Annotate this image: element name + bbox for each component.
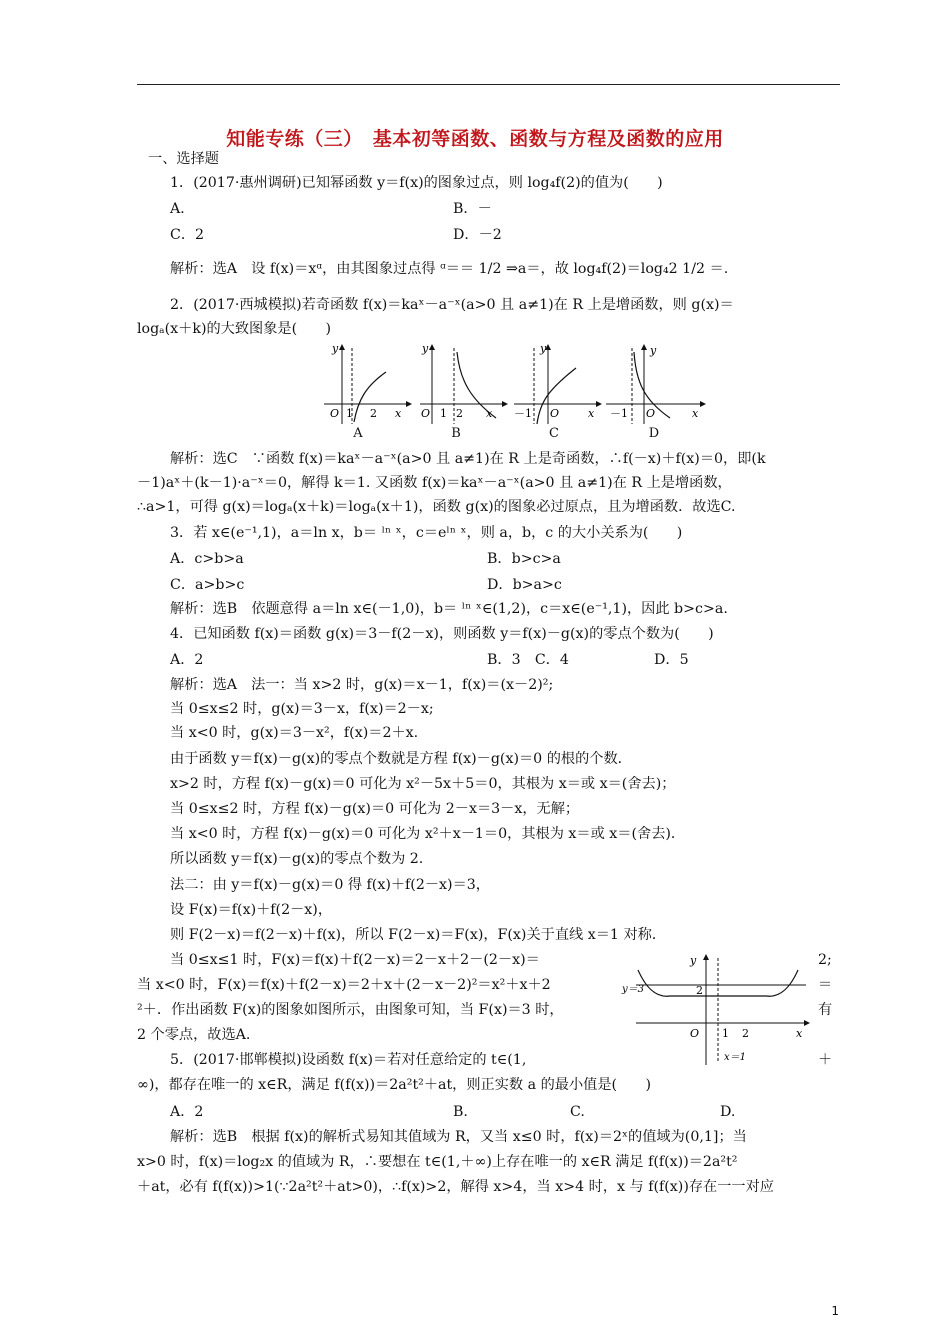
q2-c-x-label: x — [588, 407, 595, 420]
q2-c-origin: O — [550, 407, 560, 420]
q5-option-c: C. — [570, 1104, 585, 1120]
q4-solution-8: 所以函数 y＝f(x)－g(x)的零点个数为 2. — [170, 851, 424, 867]
q4-graph-tick-x2: 2 — [742, 1027, 749, 1040]
q2-label-c: C — [549, 426, 559, 441]
page-title: 知能专练（三） 基本初等函数、函数与方程及函数的应用 — [226, 128, 724, 150]
q5-solution-1: 解析：选B 根据 f(x)的解析式易知其值域为 R，又当 x≤0 时，f(x)＝2ˣ的值域为(0,1]；当 — [170, 1129, 747, 1145]
q5-stem-line2: ∞)，都存在唯一的 x∈R，满足 f(f(x))＝2a²t²＋at，则正实数 a 的最小值是( ) — [137, 1077, 651, 1093]
q2-solution-line1: 解析：选C ∵函数 f(x)＝kaˣ－a⁻ˣ(a>0 且 a≠1)在 R 上是奇函数，∴f(－x)＋f(x)＝0，即(k — [170, 451, 766, 467]
q4-solution-6: 当 0≤x≤2 时，方程 f(x)－g(x)＝0 可化为 2－x＝3－x，无解； — [170, 801, 580, 817]
q2-a-y-label: y — [332, 342, 339, 355]
q1-option-c: C．2 — [170, 227, 205, 243]
q3-option-d: D．b>a>c — [487, 577, 562, 593]
q4-solution-5: x>2 时，方程 f(x)－g(x)＝0 可化为 x²－5x＋5＝0，其根为 x＝或 x＝(舍去)； — [170, 776, 676, 792]
q2-stem-line2: logₐ(x＋k)的大致图象是( ) — [137, 321, 332, 337]
q4-graph-line-label: y＝3 — [622, 984, 645, 995]
q4-solution-7: 当 x<0 时，方程 f(x)－g(x)＝0 可化为 x²＋x－1＝0，其根为 x＝或 x＝(舍去)． — [170, 826, 686, 842]
q4-option-a: A．2 — [170, 652, 204, 668]
q4-solution-1: 解析：选A 法一：当 x>2 时，g(x)＝x－1，f(x)＝(x－2)²; — [170, 677, 554, 693]
q4-graph-fx — [620, 950, 820, 1068]
q1-option-d: D．－2 — [453, 227, 502, 243]
q5-option-d: D. — [720, 1104, 736, 1120]
q2-label-b: B — [451, 426, 461, 441]
q4-solution-15: 2 个零点，故选A. — [137, 1027, 251, 1043]
q2-a-tick-1: 1 — [346, 407, 353, 420]
section-heading: 一、选择题 — [148, 151, 219, 167]
q3-stem: 3．若 x∈(e⁻¹,1)，a＝ln x，b＝ ˡⁿ ˣ，c＝eˡⁿ ˣ，则 a，b，c 的大小关系为( ) — [170, 525, 683, 541]
q2-c-tick-neg1: －1 — [514, 407, 532, 420]
q2-graph-b — [416, 342, 512, 426]
header-rule — [137, 84, 840, 85]
q4-solution-4: 由于函数 y＝f(x)－g(x)的零点个数就是方程 f(x)－g(x)＝0 的根的个数． — [170, 751, 632, 767]
q4-solution-13-end: ＝ — [818, 977, 833, 993]
q4-graph-origin: O — [690, 1027, 700, 1040]
q2-a-tick-2: 2 — [370, 407, 377, 420]
q3-solution: 解析：选B 依题意得 a＝ln x∈(－1,0)，b＝ ˡⁿ ˣ∈(1,2)，c＝x∈(e⁻¹,1)，因此 b>c>a. — [170, 601, 728, 617]
q4-solution-2: 当 0≤x≤2 时，g(x)＝3－x，f(x)＝2－x; — [170, 701, 434, 717]
q4-solution-9: 法二：由 y＝f(x)－g(x)＝0 得 f(x)＋f(2－x)＝3， — [170, 877, 490, 893]
q4-option-d: D．5 — [654, 652, 689, 668]
q5-option-b: B. — [453, 1104, 468, 1120]
q5-option-a: A．2 — [170, 1104, 204, 1120]
q4-option-bc: B．3 C．4 — [487, 652, 569, 668]
q4-solution-13: 当 x<0 时，F(x)＝f(x)＋f(2－x)＝2＋x＋(2－x－2)²＝x²＋x＋2 — [137, 977, 551, 993]
q4-graph-tick-x1: 1 — [722, 1027, 729, 1040]
q4-solution-14-end: 有 — [818, 1002, 833, 1018]
q2-c-y-label: y — [540, 342, 547, 355]
q3-option-c: C．a>b>c — [170, 577, 245, 593]
q2-figure-a — [320, 342, 416, 442]
q3-option-a: A．c>b>a — [170, 551, 244, 567]
q2-label-d: D — [648, 426, 660, 441]
q2-b-tick-2: 2 — [456, 407, 463, 420]
q4-graph-tick-y2: 2 — [696, 984, 703, 997]
q4-solution-12-end: 2; — [818, 952, 832, 968]
q2-figure-c — [510, 342, 606, 442]
q4-graph-axis-label: x＝1 — [724, 1052, 747, 1063]
q2-graph-c — [510, 342, 606, 426]
q1-solution: 解析：选A 设 f(x)＝xᵅ，由其图象过点得 ᵅ＝＝ 1/2 ⇒a＝，故 log₄f(2)＝log₄2 1/2 ＝. — [170, 261, 729, 277]
q2-graph-a — [320, 342, 416, 426]
q2-b-x-label: x — [486, 407, 493, 420]
q4-solution-12: 当 0≤x≤1 时，F(x)＝f(x)＋f(2－x)＝2－x＋2－(2－x)＝ — [170, 952, 540, 968]
q2-a-x-label: x — [395, 407, 402, 420]
q2-figures — [320, 342, 730, 442]
q2-d-y-label: y — [650, 344, 657, 357]
q2-b-tick-1: 1 — [440, 407, 447, 420]
q2-solution-line2: －1)aˣ＋(k－1)·a⁻ˣ＝0，解得 k＝1. 又函数 f(x)＝kaˣ－a⁻ˣ(a>0 且 a≠1)在 R 上是增函数， — [137, 475, 732, 491]
page-number: 1 — [831, 1304, 839, 1318]
q2-b-y-label: y — [422, 342, 429, 355]
q3-option-b: B．b>c>a — [487, 551, 561, 567]
q5-solution-2: x>0 时，f(x)＝log₂x 的值域为 R，∴要想在 t∈(1,＋∞)上存在唯一的 x∈R 满足 f(f(x))＝2a²t² — [137, 1154, 738, 1170]
q2-label-a: A — [353, 426, 363, 441]
q5-stem-line1: 5．(2017·邯郸模拟)设函数 f(x)＝若对任意给定的 t∈(1, — [170, 1052, 527, 1068]
q5-stem-line1-end: ＋ — [818, 1052, 833, 1068]
q2-d-origin: O — [646, 407, 656, 420]
q1-option-a: A． — [170, 201, 195, 217]
q2-d-tick-neg1: －1 — [610, 407, 628, 420]
q1-option-b: B．－ — [453, 201, 492, 217]
q4-graph-y-label: y — [690, 954, 697, 967]
q2-graph-d — [604, 342, 714, 426]
q4-solution-3: 当 x<0 时，g(x)＝3－x²，f(x)＝2＋x. — [170, 725, 419, 741]
q4-solution-10: 设 F(x)＝f(x)＋f(2－x)， — [170, 902, 333, 918]
q2-figure-b — [416, 342, 512, 442]
q4-solution-11: 则 F(2－x)＝f(2－x)＋f(x)，所以 F(2－x)＝F(x)，F(x)关于直线 x＝1 对称． — [170, 927, 667, 943]
q2-d-x-label: x — [692, 407, 699, 420]
q5-solution-3: ＋at，必有 f(f(x))>1(∵2a²t²＋at>0)，∴f(x)>2，解得 x>4，当 x>4 时，x 与 f(f(x))存在一一对应 — [137, 1179, 774, 1195]
q2-figure-d — [604, 342, 700, 442]
q2-solution-line3: ∴a>1，可得 g(x)＝logₐ(x＋k)＝logₐ(x＋1)，函数 g(x)的图象必过原点，且为增函数．故选C. — [137, 499, 736, 515]
q2-stem-line1: 2．(2017·西城模拟)若奇函数 f(x)＝kaˣ－a⁻ˣ(a>0 且 a≠1)在 R 上是增函数，则 g(x)＝ — [170, 297, 734, 313]
q4-graph-svg — [620, 950, 820, 1068]
q4-stem: 4．已知函数 f(x)＝函数 g(x)＝3－f(2－x)，则函数 y＝f(x)－g(x)的零点个数为( ) — [170, 626, 714, 642]
q1-stem: 1．(2017·惠州调研)已知幂函数 y＝f(x)的图象过点，则 log₄f(2)的值为( ) — [170, 175, 663, 191]
q4-graph-x-label: x — [796, 1027, 803, 1040]
q4-solution-14: ²＋．作出函数 F(x)的图象如图所示，由图象可知，当 F(x)＝3 时， — [137, 1002, 564, 1018]
q2-a-origin: O — [330, 407, 340, 420]
q2-b-origin: O — [421, 407, 431, 420]
